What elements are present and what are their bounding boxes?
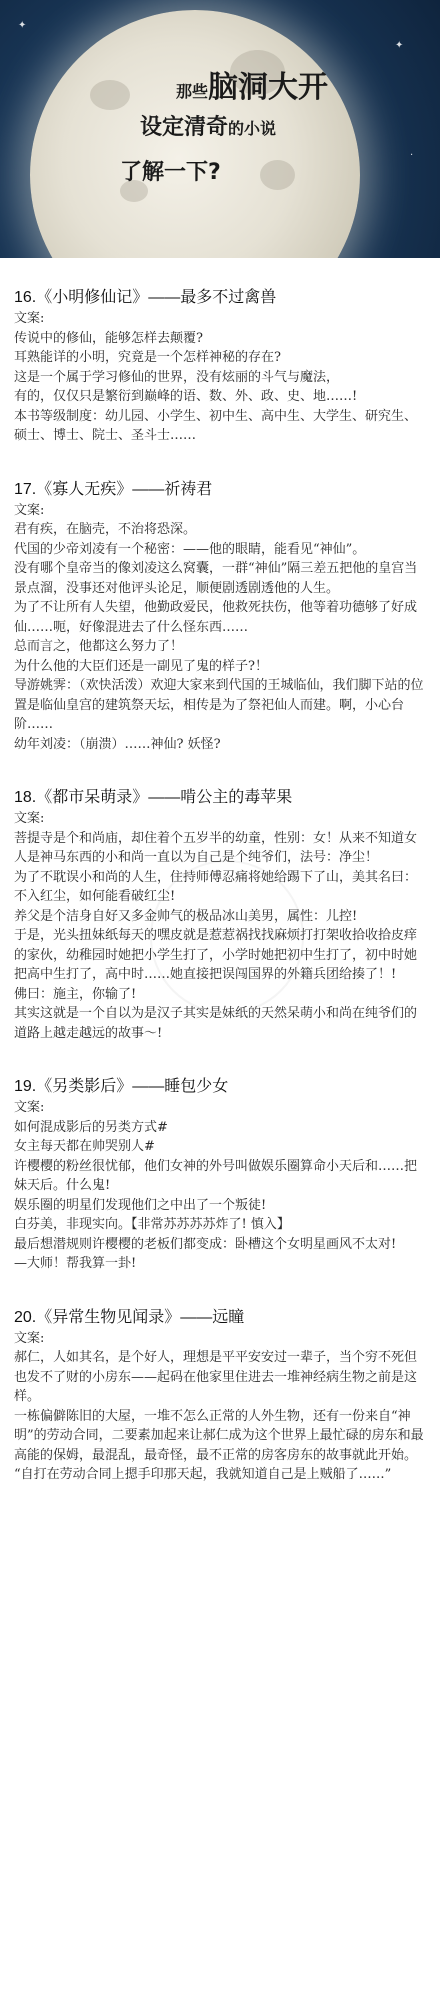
section-paragraph: 其实这就是一个自以为是汉子其实是妹纸的天然呆萌小和尚在纯爷们的道路上越走越远的故事～! <box>14 1006 418 1041</box>
section-paragraph: 这是一个属于学习修仙的世界，没有炫丽的斗气与魔法， <box>14 369 340 385</box>
section-body <box>14 501 426 755</box>
star-icon: ✦ <box>18 20 27 31</box>
section-label: 文案: <box>14 1100 45 1115</box>
section-paragraph: 总而言之，他都这么努力了！ <box>14 639 184 654</box>
section-title: 18.《都市呆萌录》——啃公主的毒苹果 <box>14 789 293 806</box>
article-content <box>0 258 440 1485</box>
section-title: 16.《小明修仙记》——最多不过禽兽 <box>14 289 277 306</box>
section-paragraph: 白芬美，非现实向。【非常苏苏苏苏炸了! 慎入】 <box>14 1217 290 1232</box>
banner-title-line-1 <box>176 62 328 106</box>
section-paragraph: 没有哪个皇帝当的像刘凌这么窝囊，一群“神仙”隔三差五把他的皇宫当景点溜，没事还对他评头论足，顺便剧透剧透他的人生。 <box>14 561 418 596</box>
section-paragraph: 幼年刘凌：（崩溃）……神仙? 妖怪? <box>14 736 221 752</box>
novel-section <box>14 476 426 755</box>
section-paragraph: 郝仁，人如其名，是个好人，理想是平平安安过一辈子，当个穷不死但也发不了财的小房东——起码在他家里住进去一堆神经病生物之前是这样。 <box>14 1350 418 1404</box>
section-title: 19.《另类影后》——睡包少女 <box>14 1078 229 1095</box>
section-title: 20.《异常生物见闻录》——远瞳 <box>14 1308 245 1326</box>
star-icon: · <box>410 150 414 161</box>
section-title: 17.《寡人无疾》——祈祷君 <box>14 480 213 498</box>
section-paragraph: 为什么他的大臣们还是一副见了鬼的样子?！ <box>14 658 268 674</box>
novel-section <box>14 1304 426 1485</box>
section-paragraph: 传说中的修仙，能够怎样去颠覆? <box>14 330 203 346</box>
banner-line3-main: 了解一下? <box>120 160 221 185</box>
novel-section <box>14 1073 426 1274</box>
novel-section <box>14 284 426 446</box>
banner-title-line-2 <box>140 110 276 141</box>
section-paragraph: 本书等级制度：幼儿园、小学生、初中生、高中生、大学生、研究生、硕士、博士、院士、圣斗士…… <box>14 408 418 443</box>
section-paragraph: —大师！帮我算一卦! <box>14 1256 137 1271</box>
section-paragraph: “自打在劳动合同上摁手印那天起，我就知道自己是上贼船了……” <box>14 1467 392 1482</box>
banner-line2-main: 设定清奇 <box>140 115 229 140</box>
banner-title-line-3 <box>120 155 221 186</box>
section-paragraph: 代国的少帝刘凌有一个秘密：——他的眼睛，能看见“神仙”。 <box>14 541 366 557</box>
banner-line1-main: 脑洞大开 <box>208 70 329 105</box>
section-body <box>14 809 426 1043</box>
section-body <box>14 1329 426 1485</box>
section-paragraph: 于是，光头扭妹纸每天的嘿皮就是惹惹祸找找麻烦打打架收拾收拾皮痒的家伙，幼稚园时她把小学生打了，小学时她把初中生打了，初中时她把高中生打了，高中时……她直接把误闯国界的外籍兵团给揍了！! <box>14 928 418 982</box>
banner-line1-prefix: 那些 <box>176 82 209 101</box>
section-paragraph: 最后想潜规则许樱樱的老板们都变成：卧槽这个女明星画风不太对! <box>14 1236 397 1252</box>
banner-line2-suffix: 的小说 <box>228 119 277 138</box>
section-label: 文案: <box>14 311 45 326</box>
section-paragraph: 女主每天都在帅哭别人# <box>14 1139 155 1154</box>
section-paragraph: 有的，仅仅只是繁衍到巅峰的语、数、外、政、史、地……! <box>14 389 358 404</box>
section-label: 文案: <box>14 502 45 518</box>
header-banner <box>0 0 440 258</box>
section-paragraph: 一栋偏僻陈旧的大屋，一堆不怎么正常的人外生物，还有一份来自“神明”的劳动合同，二要素加起来让郝仁成为这个世界上最忙碌的房东和最高能的保姆，最混乱，最奇怪，最不正常的房客房东的故事就此开始。 <box>14 1408 424 1463</box>
section-label: 文案: <box>14 811 45 826</box>
section-paragraph: 为了不让所有人失望，他勤政爱民，他救死扶伤，他等着功德够了好成仙……呃，好像混进去了什么怪东西…… <box>14 600 418 635</box>
section-paragraph: 如何混成影后的另类方式# <box>14 1119 168 1135</box>
section-body <box>14 309 426 446</box>
section-paragraph: 娱乐圈的明星们发现他们之中出了一个叛徒! <box>14 1197 267 1213</box>
section-label: 文案: <box>14 1330 45 1346</box>
section-paragraph: 许樱樱的粉丝很忧郁，他们女神的外号叫做娱乐圈算命小天后和……把妹天后。什么鬼! <box>14 1158 418 1193</box>
section-paragraph: 为了不耽误小和尚的人生，住持师傅忍痛将她给踢下了山，美其名曰：不入红尘，如何能看破红尘! <box>14 869 418 904</box>
section-paragraph: 佛曰：施主，你输了! <box>14 986 137 1002</box>
novel-section <box>14 784 426 1043</box>
section-paragraph: 养父是个洁身自好又多金帅气的极品冰山美男，属性：儿控! <box>14 908 358 924</box>
section-paragraph: 君有疾，在脑壳，不治将恐深。 <box>14 522 197 537</box>
section-paragraph: 菩提寺是个和尚庙，却住着个五岁半的幼童，性别：女！从来不知道女人是神马东西的小和尚一直以为自己是个纯爷们，法号：净尘！ <box>14 830 418 865</box>
section-paragraph: 耳熟能详的小明，究竟是一个怎样神秘的存在? <box>14 350 281 365</box>
section-paragraph: 导游姚霁：（欢快活泼）欢迎大家来到代国的王城临仙，我们脚下站的位置是临仙皇宫的建筑祭天坛，相传是为了祭祀仙人而建。啊，小心台阶…… <box>14 678 424 732</box>
star-icon: ✦ <box>395 40 404 51</box>
section-body <box>14 1098 426 1274</box>
